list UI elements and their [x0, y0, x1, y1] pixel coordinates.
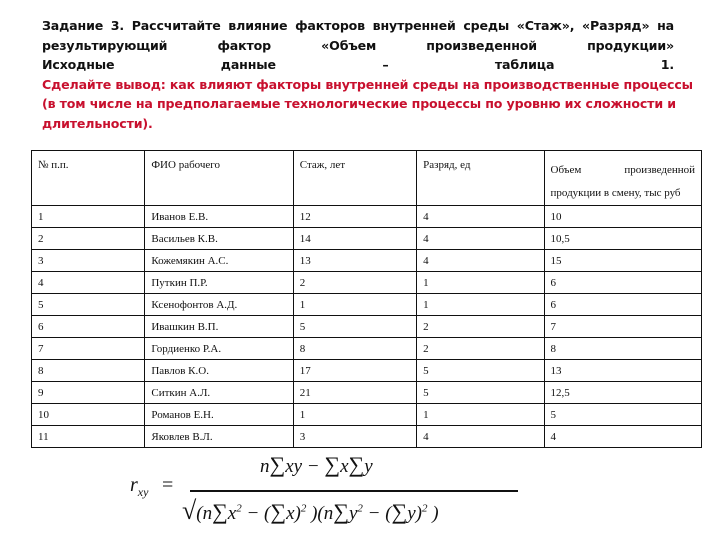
- cell-volume: 13: [544, 360, 701, 382]
- formula-denominator: $√(n\sum x^2 - (\sum x)^2$ )($n\sum y^2 - (\sum y)^2$ ): [182, 496, 439, 525]
- cell-volume: 6: [544, 272, 701, 294]
- cell-experience: 21: [293, 382, 416, 404]
- task-line-2: результирующий фактор «Объем произведенной продукции»: [42, 37, 674, 53]
- header-grade: Разряд, ед: [417, 151, 544, 206]
- cell-number: 1: [32, 206, 145, 228]
- header-experience: Стаж, лет: [293, 151, 416, 206]
- conclusion-line-2: (в том числе на предполагаемые технологические процессы по уровню их сложности и: [42, 96, 676, 111]
- conclusion-line-1: Сделайте вывод: как влияют факторы внутренней среды на производственные процессы: [42, 76, 693, 92]
- cell-experience: 1: [293, 404, 416, 426]
- cell-number: 2: [32, 228, 145, 250]
- cell-name: Романов Е.Н.: [145, 404, 293, 426]
- cell-experience: 2: [293, 272, 416, 294]
- cell-experience: 17: [293, 360, 416, 382]
- cell-experience: 14: [293, 228, 416, 250]
- cell-number: 6: [32, 316, 145, 338]
- cell-number: 10: [32, 404, 145, 426]
- cell-volume: 6: [544, 294, 701, 316]
- correlation-formula: [122, 452, 522, 532]
- table-row: [32, 228, 702, 250]
- cell-grade: 1: [417, 272, 544, 294]
- conclusion-text: [42, 75, 693, 134]
- conclusion-line-3: длительности).: [42, 115, 153, 131]
- fraction-bar: [190, 490, 518, 492]
- cell-volume: 7: [544, 316, 701, 338]
- header-volume-line-1: Объем произведенной: [550, 164, 695, 176]
- formula-equals: =: [162, 474, 174, 496]
- cell-number: 7: [32, 338, 145, 360]
- cell-grade: 4: [417, 206, 544, 228]
- header-volume-line-2: продукции в смену, тыс руб: [550, 187, 681, 199]
- table-row: [32, 404, 702, 426]
- formula-lhs: $r_{xy}$: [130, 474, 149, 499]
- cell-grade: 4: [417, 426, 544, 448]
- cell-name: Ивашкин В.П.: [145, 316, 293, 338]
- cell-name: Павлов К.О.: [145, 360, 293, 382]
- cell-name: Васильев К.В.: [145, 228, 293, 250]
- cell-experience: 13: [293, 250, 416, 272]
- cell-volume: 5: [544, 404, 701, 426]
- table-row: [32, 316, 702, 338]
- cell-experience: 12: [293, 206, 416, 228]
- cell-volume: 10,5: [544, 228, 701, 250]
- cell-grade: 4: [417, 250, 544, 272]
- cell-number: 9: [32, 382, 145, 404]
- cell-grade: 2: [417, 338, 544, 360]
- cell-volume: 4: [544, 426, 701, 448]
- cell-grade: 4: [417, 228, 544, 250]
- task-line-3: Исходные данные – таблица 1.: [42, 57, 674, 72]
- cell-name: Кожемякин А.С.: [145, 250, 293, 272]
- cell-experience: 8: [293, 338, 416, 360]
- cell-name: Яковлев В.Л.: [145, 426, 293, 448]
- cell-grade: 5: [417, 382, 544, 404]
- data-table: [31, 150, 702, 448]
- cell-experience: 1: [293, 294, 416, 316]
- cell-name: Ситкин А.Л.: [145, 382, 293, 404]
- cell-grade: 1: [417, 294, 544, 316]
- task-line-1: Задание 3. Рассчитайте влияние факторов внутренней среды «Стаж», «Разряд» на: [42, 18, 674, 33]
- cell-grade: 5: [417, 360, 544, 382]
- cell-name: Гордиенко Р.А.: [145, 338, 293, 360]
- cell-volume: 12,5: [544, 382, 701, 404]
- formula-numerator: n∑xy − ∑x∑y: [260, 452, 373, 477]
- cell-grade: 1: [417, 404, 544, 426]
- table-body: [32, 206, 702, 448]
- cell-number: 11: [32, 426, 145, 448]
- task-text: [42, 16, 693, 133]
- header-name: ФИО рабочего: [145, 151, 293, 206]
- cell-volume: 15: [544, 250, 701, 272]
- table-row: [32, 360, 702, 382]
- table-header-row: [32, 151, 702, 206]
- table-row: [32, 250, 702, 272]
- cell-number: 3: [32, 250, 145, 272]
- cell-number: 5: [32, 294, 145, 316]
- cell-grade: 2: [417, 316, 544, 338]
- table-row: [32, 382, 702, 404]
- table-row: [32, 294, 702, 316]
- header-volume: [544, 151, 701, 206]
- header-number: № п.п.: [32, 151, 145, 206]
- cell-number: 4: [32, 272, 145, 294]
- cell-volume: 10: [544, 206, 701, 228]
- table-row: [32, 338, 702, 360]
- table-row: [32, 426, 702, 448]
- cell-experience: 3: [293, 426, 416, 448]
- cell-volume: 8: [544, 338, 701, 360]
- table-row: [32, 206, 702, 228]
- table-row: [32, 272, 702, 294]
- cell-name: Иванов Е.В.: [145, 206, 293, 228]
- cell-name: Путкин П.Р.: [145, 272, 293, 294]
- cell-number: 8: [32, 360, 145, 382]
- cell-experience: 5: [293, 316, 416, 338]
- cell-name: Ксенофонтов А.Д.: [145, 294, 293, 316]
